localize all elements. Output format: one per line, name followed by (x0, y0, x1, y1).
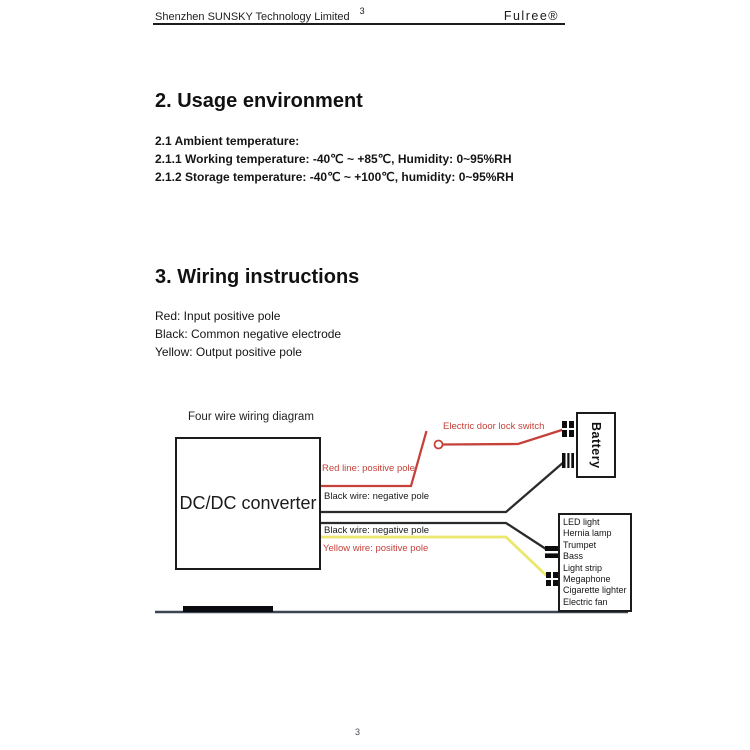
section-3-body (155, 307, 341, 361)
yellow-wire-label: Yellow wire: positive pole (323, 543, 429, 554)
yellow-pole-line: Yellow: Output positive pole (155, 345, 302, 359)
storage-temperature-line: 2.1.2 Storage temperature: -40℃ ~ +100℃, humidity: 0~95%RH (155, 170, 514, 184)
company-name: Shenzhen SUNSKY Technology Limited (155, 11, 350, 23)
device-cigarette-lighter: Cigarette lighter (563, 585, 627, 596)
dcdc-converter-box (175, 437, 321, 570)
battery-label: Battery (589, 421, 603, 469)
section-2-body (155, 132, 514, 186)
section-3-title: 3. Wiring instructions (155, 266, 360, 288)
red-wire-label: Red line: positive pole (322, 463, 415, 474)
device-trumpet: Trumpet (563, 539, 597, 550)
diagram-caption: Four wire wiring diagram (188, 411, 314, 423)
black-wire-label-1: Black wire: negative pole (324, 491, 430, 502)
ambient-temperature-line: 2.1 Ambient temperature: (155, 134, 300, 148)
devices-positive-connector-icon (546, 572, 558, 586)
black-pole-line: Black: Common negative electrode (155, 327, 342, 341)
device-led-light: LED light (563, 517, 600, 527)
red-pole-line: Red: Input positive pole (155, 309, 281, 323)
page-number: 3 (355, 727, 361, 737)
device-electric-fan: Electric fan (563, 596, 608, 607)
section-2-title: 2. Usage environment (155, 90, 363, 112)
working-temperature-line: 2.1.1 Working temperature: -40℃ ~ +85℃, Humidity: 0~95%RH (155, 152, 512, 166)
switch-label: Electric door lock switch (443, 421, 545, 432)
header-company (153, 6, 365, 23)
devices-box (558, 513, 632, 612)
dcdc-converter-label: DC/DC converter (179, 493, 317, 513)
device-light-strip: Light strip (563, 562, 603, 573)
header-brand: Fulree® (503, 9, 559, 23)
black-wire-label-2: Black wire: negative pole (324, 525, 430, 536)
header-superscript: 3 (359, 6, 365, 16)
battery-negative-connector-icon (562, 453, 574, 468)
ground-bar (183, 606, 273, 612)
device-hernia-lamp: Hernia lamp (563, 528, 612, 539)
battery-positive-connector-icon (562, 421, 574, 437)
devices-negative-connector-icon (545, 546, 558, 558)
device-megaphone: Megaphone (563, 574, 611, 585)
page-header (153, 4, 565, 25)
door-lock-switch-icon (435, 441, 443, 449)
device-bass: Bass (563, 551, 584, 562)
battery-box (576, 412, 616, 478)
red-wire (317, 431, 427, 486)
